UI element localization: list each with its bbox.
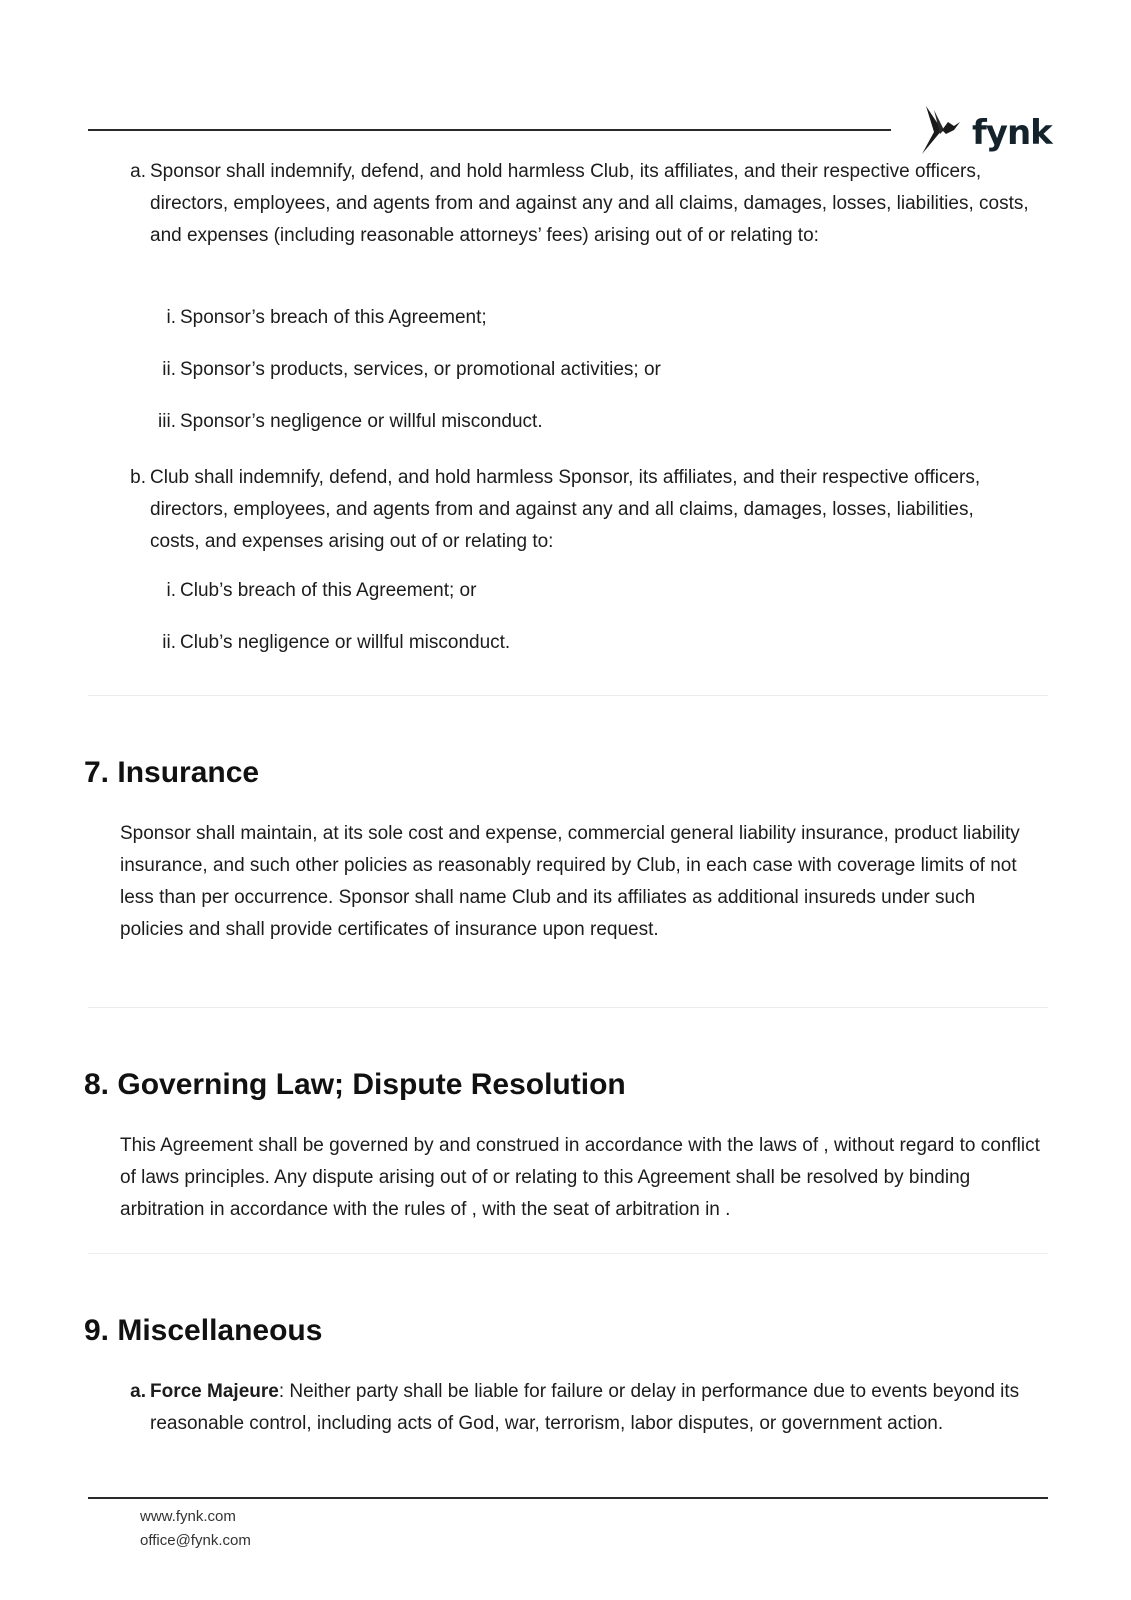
force-majeure-clause (150, 1376, 1040, 1440)
list-marker: b. (130, 467, 146, 488)
logo-wordmark: fynk (972, 112, 1052, 153)
section-divider (88, 695, 1048, 696)
sub-list-item: Sponsor’s breach of this Agreement; (180, 307, 487, 328)
list-marker: ii. (162, 359, 176, 380)
list-marker: i. (166, 580, 176, 601)
list-marker: iii. (158, 411, 176, 432)
section-divider (88, 1007, 1048, 1008)
indemnity-sponsor-clause: Sponsor shall indemnify, defend, and hold harmless Club, its affiliates, and their respective officers, directors, employees, and agents from and against any and all claims, damages, losses, liabilities, costs, and expenses (including reasonable attorneys’ fees) arising out of or relating to: (150, 161, 1029, 246)
list-marker: ii. (162, 632, 176, 653)
insurance-body: Sponsor shall maintain, at its sole cost and expense, commercial general liability insurance, product liability insurance, and such other policies as reasonably required by Club, in each case with coverage limits of not less than per occurrence. Sponsor shall name Club and its affiliates as additional insureds under such policies and shall provide certificates of insurance upon request. (120, 823, 1020, 940)
sub-list-item: Sponsor’s negligence or willful misconduct. (180, 411, 543, 432)
indemnity-club-clause: Club shall indemnify, defend, and hold harmless Sponsor, its affiliates, and their respective officers, directors, employees, and agents from and against any and all claims, damages, losses, liabilities, costs, and expenses arising out of or relating to: (150, 467, 981, 552)
header-rule (88, 129, 891, 131)
crane-bird-icon (920, 104, 966, 161)
sub-list-item: Club’s negligence or willful misconduct. (180, 632, 511, 653)
fynk-logo (920, 104, 1052, 161)
list-marker: a. (130, 161, 146, 182)
footer-email-link[interactable]: office@fynk.com (140, 1532, 251, 1549)
clause-text: : Neither party shall be liable for failure or delay in performance due to events beyond its reasonable control, including acts of God, war, terrorism, labor disputes, or government action. (150, 1381, 1020, 1434)
section-heading-governing-law: 8. Governing Law; Dispute Resolution (84, 1068, 626, 1101)
list-marker: i. (166, 307, 176, 328)
governing-law-body: This Agreement shall be governed by and construed in accordance with the laws of , without regard to conflict of laws principles. Any dispute arising out of or relating to this Agreement shall be resolved by binding arbitration in accordance with the rules of , with the seat of arbitration in . (120, 1135, 1040, 1220)
footer-website-link[interactable]: www.fynk.com (140, 1508, 236, 1525)
list-marker: a. (130, 1381, 146, 1402)
footer-rule (88, 1497, 1048, 1499)
clause-term: Force Majeure (150, 1381, 279, 1402)
section-heading-miscellaneous: 9. Miscellaneous (84, 1314, 323, 1347)
sub-list-item: Club’s breach of this Agreement; or (180, 580, 477, 601)
sub-list-item: Sponsor’s products, services, or promotional activities; or (180, 359, 661, 380)
section-divider (88, 1253, 1048, 1254)
section-heading-insurance: 7. Insurance (84, 756, 260, 789)
